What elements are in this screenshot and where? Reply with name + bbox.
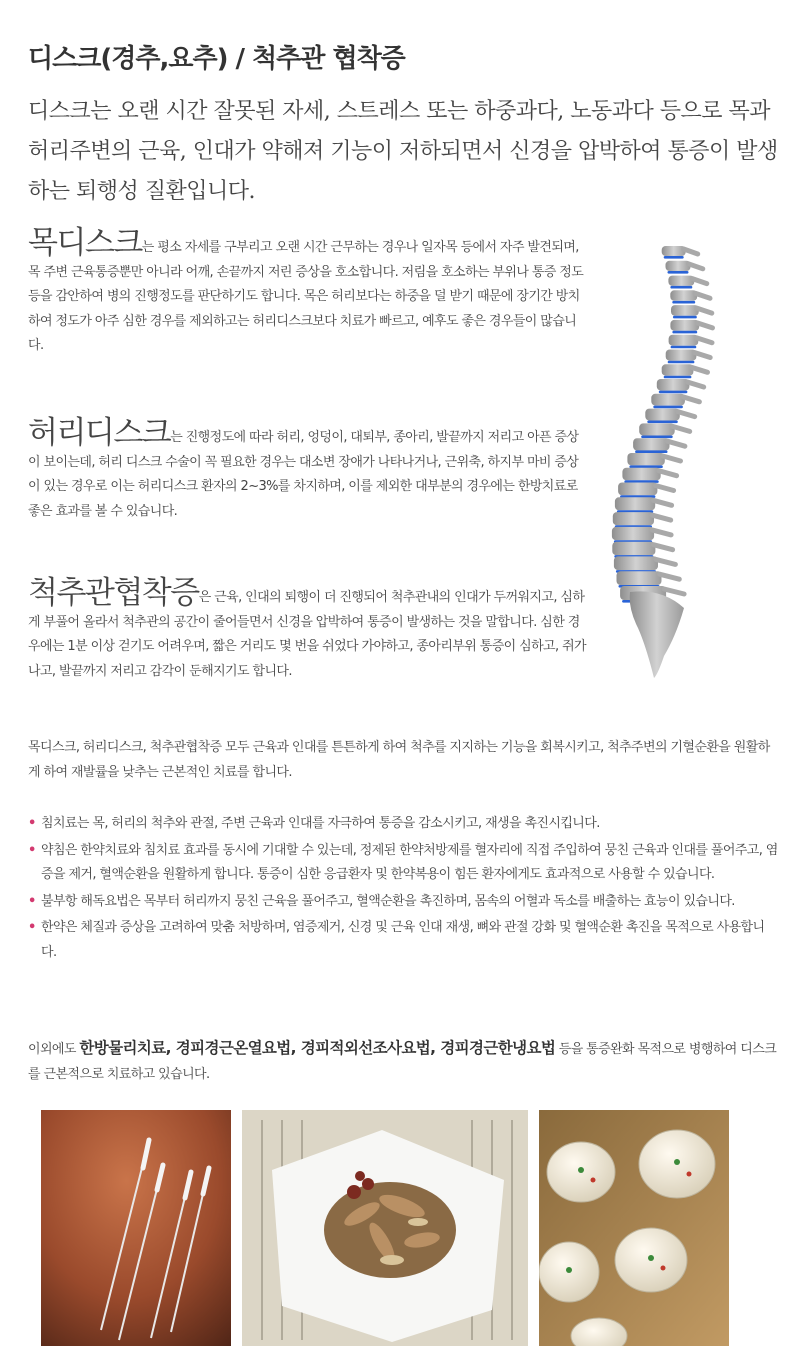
vertebra-process [691, 367, 707, 372]
section-lead: 목디스크 [28, 225, 142, 261]
acupuncture-needles-photo [41, 1110, 231, 1346]
vertebra [651, 394, 685, 406]
list-item: • 한약은 체질과 증상을 고려하여 맞춤 처방하며, 염증제거, 신경 및 근육 인대 재생, 뼈와 관절 강화 및 혈액순환 촉진을 목적으로 사용합니다. [28, 916, 778, 965]
vertebra [622, 468, 660, 481]
vertebra-process [696, 338, 712, 343]
vertebra-process [695, 293, 710, 298]
intervertebral-disc [673, 316, 697, 319]
vertebra-process [663, 456, 681, 461]
vertebra-process [684, 249, 698, 254]
herbal-medicine-photo [242, 1110, 528, 1346]
vertebra [627, 453, 664, 465]
list-item: • 침치료는 목, 허리의 척추와 관절, 주변 근육과 인대를 자극하여 통증을 감소시키고, 재생을 촉진시킵니다. [28, 812, 778, 837]
intervertebral-disc [668, 271, 689, 274]
list-item: • 약침은 한약치료와 침치료 효과를 동시에 기대할 수 있는데, 정제된 한약처방제를 혈자리에 직접 주입하여 뭉친 근육과 인대를 풀어주고, 염증을 제거, 혈액순환을 원활하게 합니다. 통증이 심한 응급환자 및 한약복용이 힘든 환자에게도 효과적으로 사용할 수 있습니다. [28, 839, 778, 888]
vertebra-process [655, 486, 673, 491]
vertebra-process [668, 441, 685, 446]
section-body: 는 평소 자세를 구부리고 오랜 시간 근무하는 경우나 일자목 등에서 자주 발견되며, 목 주변 근육통증뿐만 아니라 어깨, 손끝까지 저린 증상을 호소합니다. 저림을 호소하는 부위나 통증 정도 등을 감안하여 병의 진행정도를 판단하기도 합니다. 목은 허리보다는 하중을 덜 받기 때문에 장기간 방치하여 정도가 아주 심한 경우를 제외하고는 허리디스크보다 치료가 빠르고, 예후도 좋은 경우들이 많습니다. [28, 240, 584, 353]
vertebra [657, 379, 690, 391]
sacrum [630, 591, 684, 678]
vertebra [666, 350, 697, 361]
intervertebral-disc [664, 256, 684, 259]
intervertebral-disc [659, 391, 688, 394]
vertebra [615, 497, 655, 510]
vertebra [617, 571, 662, 585]
vertebra-process [673, 426, 690, 431]
vertebra [612, 542, 655, 556]
intervertebral-disc [672, 331, 697, 334]
intro-text: 디스크는 오랜 시간 잘못된 자세, 스트레스 또는 하중과다, 노동과다 등으로 목과 허리주변의 근육, 인대가 약해져 기능이 저하되면서 신경을 압박하여 통증이 발생하는 퇴행성 질환입니다. [28, 99, 778, 204]
vertebra-process [678, 412, 695, 417]
section-body: 은 근육, 인대의 퇴행이 더 진행되어 척추관내의 인대가 두꺼워지고, 심하게 부풀어 올라서 척추관의 공간이 줄어들면서 신경을 압박하여 통증이 발생하는 것을 말합니다. 심한 경우에는 1분 이상 걷기도 어려우며, 짧은 거리도 몇 번을 쉬었다 가야하고, 종아리부위 통증이 심하고, 쥐가 나고, 발끝까지 저리고 감각이 둔해지기도 합니다. [28, 590, 586, 679]
vertebra [670, 320, 699, 331]
vertebra-process [652, 530, 671, 535]
vertebra-process [689, 264, 703, 269]
vertebra [613, 512, 654, 525]
vertebra-process [687, 382, 703, 387]
vertebra [618, 483, 657, 496]
vertebra [662, 364, 694, 375]
intervertebral-disc [668, 361, 695, 364]
intervertebral-disc [672, 301, 695, 304]
vertebra-process [683, 397, 700, 402]
vertebra [614, 556, 658, 570]
bullet-icon: • [28, 920, 36, 935]
vertebra [645, 409, 680, 421]
spine-illustration [592, 236, 742, 682]
page-title: 디스크(경추,요추) / 척추관 협착증 [28, 44, 405, 74]
intervertebral-disc [635, 450, 667, 453]
treatment-list [28, 812, 778, 967]
vertebra [671, 305, 699, 316]
intervertebral-disc [629, 465, 662, 468]
cupping-therapy-photo [539, 1110, 729, 1346]
vertebra-process [656, 559, 676, 564]
vertebra-process [659, 471, 677, 476]
vertebra-process [652, 515, 671, 520]
vertebra-process [660, 574, 680, 579]
intervertebral-disc [670, 286, 692, 289]
vertebra [669, 335, 699, 346]
vertebra-process [694, 353, 710, 358]
vertebra [633, 438, 669, 450]
section-body: 는 진행정도에 따라 허리, 엉덩이, 대퇴부, 종아리, 발끝까지 저리고 아픈 증상이 보이는데, 허리 디스크 수술이 꼭 필요한 경우는 대소변 장애가 나타나거나, 근위축, 하지부 마비 증상이 있는 경우로 이는 허리디스크 환자의 2~3%를 차지하며, 이를 제외한 대부분의 경우에는 한방치료로 좋은 효과를 볼 수 있습니다. [28, 430, 579, 519]
section-lead: 척추관협착증 [28, 575, 199, 611]
intervertebral-disc [664, 376, 692, 379]
therapy-highlight: 한방물리치료, 경피경근온열요법, 경피적외선조사요법, 경피경근한냉요법 [79, 1039, 556, 1057]
bullet-icon: • [28, 842, 36, 858]
bullet-icon: • [28, 893, 36, 909]
list-item: • 불부항 해독요법은 목부터 허리까지 뭉친 근육을 풀어주고, 혈액순환을 촉진하며, 몸속의 어혈과 독소를 배출하는 효능이 있습니다. [28, 890, 778, 915]
intervertebral-disc [653, 406, 683, 409]
section-spinal-stenosis [28, 575, 588, 684]
vertebra [639, 423, 675, 435]
vertebra-process [653, 545, 672, 550]
vertebra-process [692, 279, 707, 284]
section-lumbar-disc [28, 415, 588, 524]
vertebra-process [664, 589, 684, 594]
intervertebral-disc [671, 346, 697, 349]
closing-text: 이외에도 한방물리치료, 경피경근온열요법, 경피적외선조사요법, 경피경근한냉요법 등을 통증완화 목적으로 병행하여 디스크를 근본적으로 치료하고 있습니다. [28, 1039, 777, 1082]
bullet-icon: • [28, 816, 36, 831]
intervertebral-disc [641, 436, 673, 439]
vertebra [612, 527, 654, 540]
vertebra-process [697, 308, 712, 313]
section-lead: 허리디스크 [28, 415, 171, 451]
treatment-paragraph: 목디스크, 허리디스크, 척추관협착증 모두 근육과 인대를 튼튼하게 하여 척추를 지지하는 기능을 회복시키고, 척추주변의 기혈순환을 원활하게 하여 재발률을 낮추는 근본적인 치료를 합니다. [28, 740, 770, 780]
vertebra-process [653, 500, 671, 505]
vertebra-process [697, 323, 712, 328]
section-neck-disc [28, 225, 588, 359]
intervertebral-disc [647, 421, 678, 424]
